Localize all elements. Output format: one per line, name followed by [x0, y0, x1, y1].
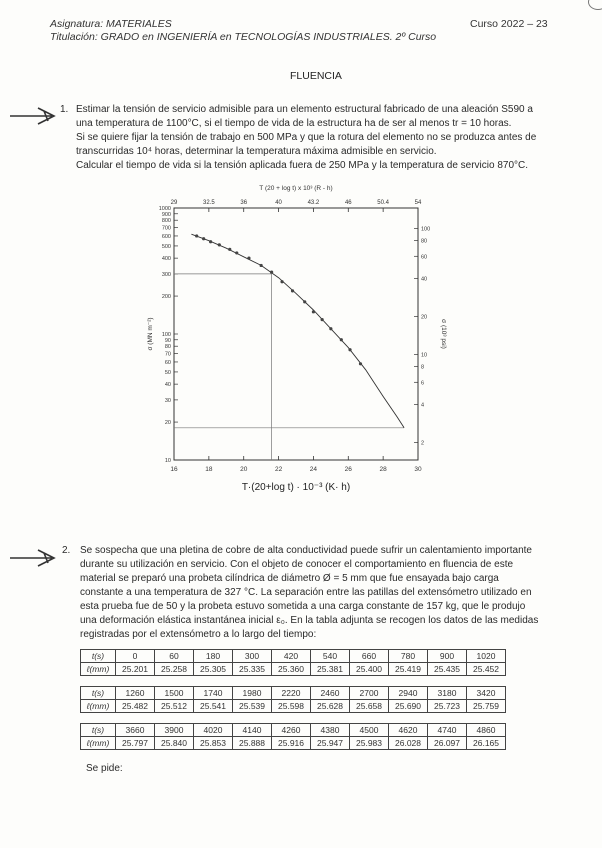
page-title: FLUENCIA [290, 70, 342, 82]
table-header-cell: t(s) [81, 650, 116, 663]
y-right-tick-label: 20 [421, 314, 428, 321]
y-right-axis-label: σ (10³ psi) [440, 319, 447, 349]
table-cell: 25.628 [311, 700, 350, 713]
larson-miller-chart [140, 182, 450, 500]
problem-1-line: Calcular el tiempo de vida si la tensión aplicada fuera de 250 MPa y la temperatura de servicio 870°C. [76, 160, 529, 171]
table-cell: 25.435 [428, 663, 467, 676]
data-table-2 [80, 686, 506, 713]
table-header-cell: ℓ(mm) [81, 663, 116, 676]
arrow-icon [8, 104, 58, 126]
degree-header: Titulación: GRADO en INGENIERÍA en TECNOLOGÍAS INDUSTRIALES. 2º Curso [50, 31, 437, 43]
y-right-tick-label: 40 [421, 276, 428, 283]
table-cell: 25.541 [194, 700, 233, 713]
y-tick-label: 1000 [158, 206, 171, 212]
table-cell: 420 [272, 650, 311, 663]
table-cell: 4740 [428, 724, 467, 737]
problem-2-line: Se sospecha que una pletina de cobre de alta conductividad puede sufrir un calentamiento importante [80, 545, 532, 556]
table-cell: 3900 [155, 724, 194, 737]
y-tick-label: 300 [161, 271, 171, 278]
data-point [270, 270, 273, 273]
table-cell: 25.598 [272, 700, 311, 713]
plot-frame [174, 208, 418, 460]
table-cell: 3660 [116, 724, 155, 737]
problem-1-line: Estimar la tensión de servicio admisible para un elemento estructural fabricado de una aleación S590 a [76, 104, 533, 115]
table-cell: 660 [350, 650, 389, 663]
y-tick-label: 500 [161, 243, 171, 250]
table-cell: 1260 [116, 687, 155, 700]
problem-1-line: transcurridas 10⁴ horas, determinar la temperatura máxima admisible en servicio. [76, 146, 437, 157]
x-top-tick-label: 43.2 [307, 200, 320, 206]
data-point [291, 289, 294, 292]
table-cell: 4380 [311, 724, 350, 737]
table-header-cell: t(s) [81, 724, 116, 737]
y-right-tick-label: 60 [421, 254, 428, 261]
problem-2-line: durante su utilización en servicio. Con el objeto de conocer el comportamiento en fluencia de este [80, 559, 514, 570]
table-cell: 25.305 [194, 663, 233, 676]
data-point [329, 327, 332, 330]
table-cell: 25.419 [389, 663, 428, 676]
y-tick-label: 100 [161, 332, 171, 338]
data-point [247, 257, 250, 260]
x-tick-label: 18 [205, 466, 213, 473]
data-point [340, 338, 343, 341]
table-cell: 25.335 [233, 663, 272, 676]
problem-1-number: 1. [60, 104, 69, 115]
table-cell: 540 [311, 650, 350, 663]
table-cell: 25.512 [155, 700, 194, 713]
problem-1-text [76, 103, 536, 173]
table-cell: 25.452 [467, 663, 506, 676]
data-point [202, 237, 205, 240]
x-tick-label: 22 [274, 466, 283, 473]
y-tick-label: 70 [164, 351, 171, 358]
y-tick-label: 10 [164, 458, 171, 464]
table-cell: 4020 [194, 724, 233, 737]
data-table-3 [80, 723, 506, 750]
y-right-tick-label: 100 [421, 226, 431, 233]
table-cell: 25.759 [467, 700, 506, 713]
data-point [218, 243, 221, 246]
y-tick-label: 80 [164, 344, 171, 351]
table-cell: 4860 [467, 724, 506, 737]
problem-2-line: material se preparó una probeta cilíndrica de diámetro Ø = 5 mm que fue ensayada bajo carga [80, 573, 499, 584]
y-tick-label: 40 [164, 382, 171, 389]
y-tick-label: 700 [161, 225, 171, 232]
x-tick-label: 30 [414, 466, 422, 473]
y-right-tick-label: 80 [421, 238, 428, 245]
y-right-tick-label: 4 [421, 402, 425, 409]
x-top-tick-label: 54 [414, 200, 422, 206]
data-point [235, 251, 238, 254]
data-point [312, 310, 315, 313]
data-point [195, 234, 198, 237]
table-cell: 1020 [467, 650, 506, 663]
fit-curve [191, 234, 404, 428]
data-table-1 [80, 649, 506, 676]
table-cell: 780 [389, 650, 428, 663]
table-cell: 25.840 [155, 737, 194, 750]
table-cell: 25.797 [116, 737, 155, 750]
data-point [303, 300, 306, 303]
table-row [81, 687, 506, 700]
x-top-tick-label: 29 [170, 200, 178, 206]
x-top-tick-label: 36 [240, 200, 248, 206]
y-right-tick-label: 6 [421, 380, 425, 387]
table-row [81, 737, 506, 750]
data-point [260, 264, 263, 267]
y-tick-label: 400 [161, 256, 171, 263]
table-cell: 25.381 [311, 663, 350, 676]
table-cell: 4260 [272, 724, 311, 737]
y-tick-label: 90 [164, 337, 171, 344]
x-top-tick-label: 50.4 [377, 200, 389, 206]
table-cell: 2700 [350, 687, 389, 700]
x-top-tick-label: 46 [344, 200, 352, 206]
table-cell: 25.983 [350, 737, 389, 750]
table-row [81, 724, 506, 737]
table-cell: 2460 [311, 687, 350, 700]
problem-1-line: Si se quiere fijar la tensión de trabajo en 500 MPa y que la rotura del elemento no se produzca antes de [76, 132, 537, 143]
x-tick-label: 24 [309, 466, 318, 473]
table-cell: 1500 [155, 687, 194, 700]
y-tick-label: 20 [164, 420, 171, 427]
table-cell: 26.097 [428, 737, 467, 750]
table-cell: 25.853 [194, 737, 233, 750]
y-tick-label: 800 [161, 218, 171, 225]
x-axis-label: T·(20+log t) · 10⁻³ (K· h) [241, 482, 351, 493]
corner-mark [588, 0, 602, 10]
table-cell: 25.690 [389, 700, 428, 713]
table-cell: 26.028 [389, 737, 428, 750]
problem-2-line: una deformación elástica instantánea inicial ε₀. En la tabla adjunta se recogen los datos de las medidas [80, 615, 539, 626]
y-tick-label: 600 [161, 233, 171, 240]
x-tick-label: 28 [379, 466, 387, 473]
table-cell: 4140 [233, 724, 272, 737]
table-cell: 2940 [389, 687, 428, 700]
table-cell: 0 [116, 650, 155, 663]
table-header-cell: t(s) [81, 687, 116, 700]
table-header-cell: ℓ(mm) [81, 700, 116, 713]
problem-2-line: registradas por el extensómetro a lo largo del tiempo: [80, 629, 317, 640]
table-cell: 4620 [389, 724, 428, 737]
data-point [348, 348, 351, 351]
x-tick-label: 26 [344, 466, 352, 473]
table-cell: 3420 [467, 687, 506, 700]
problem-2-text [80, 544, 538, 642]
chart-title: T (20 + log t) x 10³ (R - h) [259, 185, 333, 192]
table-cell: 900 [428, 650, 467, 663]
arrow-icon [8, 546, 58, 568]
table-header-cell: ℓ(mm) [81, 737, 116, 750]
y-axis-label: σ (MN m⁻²) [147, 317, 154, 351]
y-right-tick-label: 10 [421, 352, 428, 359]
problem-2-line: constante a una temperatura de 327 °C. La separación entre las patillas del extensómetro utilizado en [80, 587, 532, 598]
subject-header: Asignatura: MATERIALES [50, 18, 172, 30]
table-cell: 60 [155, 650, 194, 663]
course-header: Curso 2022 – 23 [470, 18, 548, 30]
y-tick-label: 50 [164, 369, 171, 376]
y-right-tick-label: 2 [421, 440, 425, 447]
y-tick-label: 900 [161, 211, 171, 218]
table-cell: 300 [233, 650, 272, 663]
table-cell: 25.947 [311, 737, 350, 750]
table-row [81, 650, 506, 663]
table-cell: 25.723 [428, 700, 467, 713]
y-tick-label: 200 [161, 294, 171, 301]
problem-2-line: esta prueba fue de 50 y la probeta estuvo sometida a una carga constante de 157 kg, que le produjo [80, 601, 526, 612]
table-cell: 25.482 [116, 700, 155, 713]
table-cell: 180 [194, 650, 233, 663]
data-point [209, 240, 212, 243]
problem-1-line: una temperatura de 1100°C, si el tiempo de vida de la estructura ha de ser al menos tr = 10 horas. [76, 118, 512, 129]
data-point [228, 248, 231, 251]
x-tick-label: 16 [170, 466, 178, 473]
table-cell: 2220 [272, 687, 311, 700]
table-cell: 1740 [194, 687, 233, 700]
table-cell: 25.658 [350, 700, 389, 713]
data-point [321, 318, 324, 321]
table-cell: 25.539 [233, 700, 272, 713]
footer-prompt: Se pide: [86, 763, 123, 774]
x-top-tick-label: 32.5 [203, 200, 215, 206]
x-tick-label: 20 [240, 466, 248, 473]
table-cell: 25.258 [155, 663, 194, 676]
y-right-tick-label: 8 [421, 364, 425, 371]
y-tick-label: 30 [164, 397, 171, 404]
table-row [81, 663, 506, 676]
table-cell: 4500 [350, 724, 389, 737]
table-cell: 25.888 [233, 737, 272, 750]
table-cell: 26.165 [467, 737, 506, 750]
table-row [81, 700, 506, 713]
data-point [280, 280, 283, 283]
x-top-tick-label: 40 [275, 200, 282, 206]
problem-2-number: 2. [62, 545, 71, 556]
data-point [359, 362, 362, 365]
table-cell: 25.360 [272, 663, 311, 676]
table-cell: 3180 [428, 687, 467, 700]
y-tick-label: 60 [164, 359, 171, 366]
table-cell: 25.400 [350, 663, 389, 676]
table-cell: 1980 [233, 687, 272, 700]
table-cell: 25.201 [116, 663, 155, 676]
table-cell: 25.916 [272, 737, 311, 750]
